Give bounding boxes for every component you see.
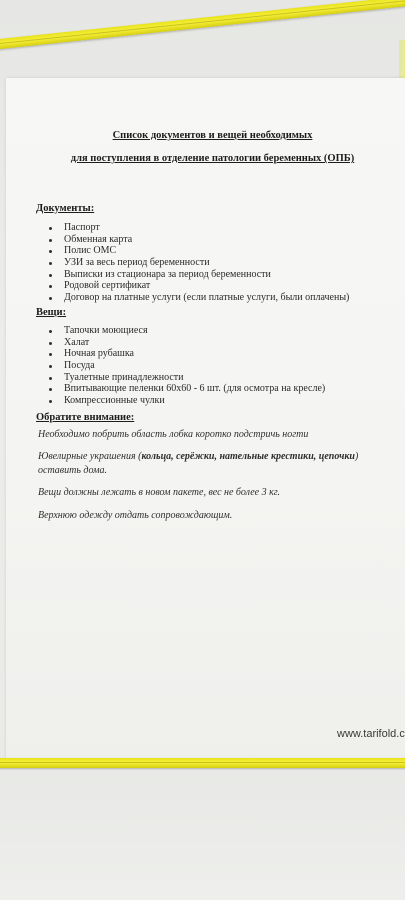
notice-jewelry-suffix: ) оставить дома.: [38, 451, 359, 476]
documents-heading: Документы:: [36, 203, 95, 214]
list-item: Договор на платные услуги (если платные услуги, были оплачены): [36, 292, 349, 304]
list-item: Тапочки моющиеся: [36, 325, 325, 337]
list-item: Посуда: [36, 360, 325, 372]
frame-top-strip: [0, 0, 405, 50]
list-item: УЗИ за весь период беременности: [36, 257, 349, 269]
notice-line-outerwear: Верхнюю одежду отдать сопровождающим.: [38, 510, 233, 521]
notice-line-bag: Вещи должны лежать в новом пакете, вес не более 3 кг.: [38, 487, 281, 498]
notice-jewelry-prefix: Ювелирные украшения (: [38, 451, 142, 462]
notice-line-jewelry: [38, 450, 378, 478]
list-item: Полис ОМС: [36, 245, 349, 257]
list-item: Обменная карта: [36, 234, 349, 246]
document-title-line1: Список документов и вещей необходимых: [112, 130, 313, 141]
frame-bottom-strip: [0, 758, 405, 768]
list-item: Выписки из стационара за период беременности: [36, 269, 349, 281]
things-list: [36, 325, 325, 407]
list-item: Паспорт: [36, 222, 349, 234]
list-item: Ночная рубашка: [36, 348, 325, 360]
list-item: Компрессионные чулки: [36, 395, 325, 407]
frame-brand-label: www.tarifold.c: [337, 728, 405, 740]
notice-heading: Обратите внимание:: [36, 412, 135, 423]
notice-line-shave: Необходимо побрить область лобка коротко подстричь ногти: [38, 429, 309, 440]
list-item: Родовой сертификат: [36, 280, 349, 292]
list-item: Впитывающие пеленки 60х60 - 6 шт. (для осмотра на кресле): [36, 383, 325, 395]
list-item: Халат: [36, 337, 325, 349]
background-surface: [0, 770, 405, 900]
notice-jewelry-bold: кольца, серёжки, нательные крестики, цепочки: [141, 451, 355, 462]
list-item: Туалетные принадлежности: [36, 372, 325, 384]
things-heading: Вещи:: [36, 307, 67, 318]
document-title-line2: для поступления в отделение патологии беременных (ОПБ): [70, 153, 355, 164]
documents-list: [36, 222, 349, 304]
